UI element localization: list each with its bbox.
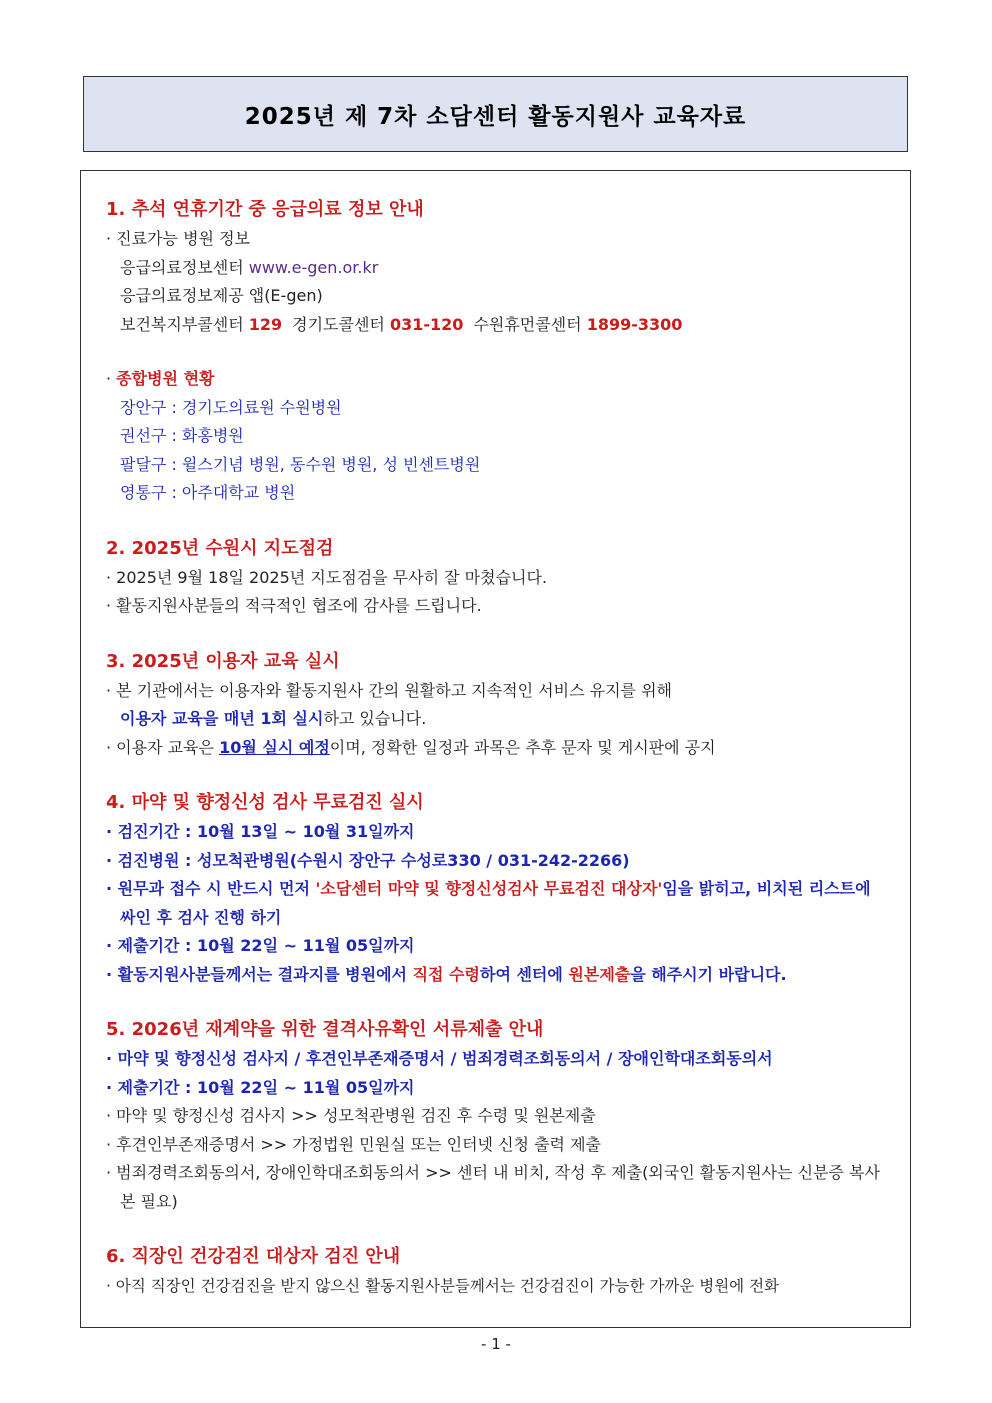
hospital-yeongtonggu: 영통구 : 아주대학교 병원 [120,483,296,502]
s4-line-2: · 검진병원 : 성모척관병원(수원시 장안구 수성로330 / 031-242-2266) [106,850,630,870]
s4-line-1: · 검진기간 : 10월 13일 ~ 10월 31일까지 [106,822,415,841]
section-4-heading: 4. 마약 및 향정신성 검사 무료검진 실시 [106,792,424,813]
s5-line-1: · 마약 및 향정신성 검사지 / 후견인부존재증명서 / 범죄경력조회동의서 / 장애인학대조회동의서 [106,1049,773,1068]
s3-line-1: · 본 기관에서는 이용자와 활동지원사 간의 원활하고 지속적인 서비스 유지를 위해 [106,680,672,700]
s1-sub-heading: 종합병원 현황 [116,369,215,388]
s5-line-2: · 제출기간 : 10월 22일 ~ 11월 05일까지 [106,1077,415,1097]
section-2-heading: 2. 2025년 수원시 지도점검 [106,537,334,559]
s1-call-a-number: 129 [248,314,283,334]
section-2 [106,534,888,621]
section-6-heading: 6. 직장인 건강검진 대상자 검진 안내 [106,1246,401,1267]
section-6 [106,1242,888,1301]
title-box [83,76,908,152]
section-3-heading: 3. 2025년 이용자 교육 실시 [106,650,340,672]
s4-line-5-emphasis-1: 직접 수령 [412,964,480,984]
s5-line-5: · 범죄경력조회동의서, 장애인학대조회동의서 >> 센터 내 비치, 작성 후 제출(외국인 활동지원사는 신분증 복사본 필요) [106,1163,880,1211]
s3-line-2-rest: 하고 있습니다. [323,709,427,728]
s4-line-5-e: 을 해주시기 바랍니다. [630,964,787,984]
s1-line-1: · 진료가능 병원 정보 [106,229,250,248]
section-3 [106,647,888,763]
s1-call-a-label: 보건복지부콜센터 [120,314,249,334]
section-4 [106,788,888,989]
s1-call-c-number: 1899-3300 [586,314,683,334]
s4-line-3 [106,875,888,932]
s1-call-c-label: 수원휴먼콜센터 [473,314,587,334]
s4-line-3-a: · 원무과 접수 시 반드시 먼저 [106,879,316,898]
s4-line-4: · 제출기간 : 10월 22일 ~ 11월 05일까지 [106,936,415,955]
section-1 [106,195,888,508]
page-number: - 1 - [481,1335,511,1353]
egen-url-link[interactable]: www.e-gen.or.kr [248,257,379,277]
s1-call-b-number: 031-120 [389,314,464,334]
s1-call-b-label: 경기도콜센터 [292,314,390,334]
s3-line-3 [106,734,888,763]
content-box [80,170,911,1328]
s1-line-3: 응급의료정보제공 앱(E-gen) [120,286,323,305]
s6-line-1: · 아직 직장인 건강검진을 받지 않으신 활동지원사분들께서는 건강검진이 가능한 가까운 병원에 전화 [106,1277,780,1295]
s4-line-5-c: 하여 센터에 [479,964,569,984]
s1-sub-heading-line [106,365,888,394]
s1-sub-bullet: · [106,369,117,388]
s3-line-3-emphasis: 10월 실시 예정 [219,737,330,757]
hospital-paldalgu: 팔달구 : 윌스기념 병원, 동수원 병원, 성 빈센트병원 [120,454,481,474]
s1-line-2 [106,254,888,283]
s5-line-3: · 마약 및 향정신성 검사지 >> 성모척관병원 검진 후 수령 및 원본제출 [106,1106,596,1125]
content-inner [106,195,888,1327]
s3-line-2-emphasis: 이용자 교육을 매년 1회 실시 [120,709,324,728]
s2-line-1: · 2025년 9월 18일 2025년 지도점검을 무사히 잘 마쳤습니다. [106,567,548,587]
s4-line-5 [106,961,888,990]
s3-line-3-a: · 이용자 교육은 [106,737,220,757]
s2-line-2: · 활동지원사분들의 적극적인 협조에 감사를 드립니다. [106,596,482,615]
document-title: 2025년 제 7차 소담센터 활동지원사 교육자료 [244,103,747,130]
s4-line-3-c: 임을 밝히고, 비치된 리스트에 싸인 후 검사 진행 하기 [120,879,871,927]
section-5 [106,1015,888,1216]
s5-line-4: · 후견인부존재증명서 >> 가정법원 민원실 또는 인터넷 신청 출력 제출 [106,1134,601,1154]
s3-line-2 [106,705,888,734]
hospital-gwonseongu: 권선구 : 화홍병원 [120,426,244,445]
s4-line-3-emphasis: '소담센터 마약 및 향정신성검사 무료검진 대상자' [315,879,663,898]
s4-line-5-a: · 활동지원사분들께서는 결과지를 병원에서 [106,964,413,984]
section-5-heading: 5. 2026년 재계약을 위한 결격사유확인 서류제출 안내 [106,1019,544,1040]
hospital-janganu: 장안구 : 경기도의료원 수원병원 [120,397,342,417]
s4-line-5-emphasis-2: 원본제출 [568,964,631,984]
s1-label-egen: 응급의료정보센터 [120,257,249,277]
s1-line-4 [106,311,888,340]
section-1-heading: 1. 추석 연휴기간 중 응급의료 정보 안내 [106,199,424,220]
s3-line-3-c: 이며, 정확한 일정과 과목은 추후 문자 및 게시판에 공지 [329,737,716,757]
